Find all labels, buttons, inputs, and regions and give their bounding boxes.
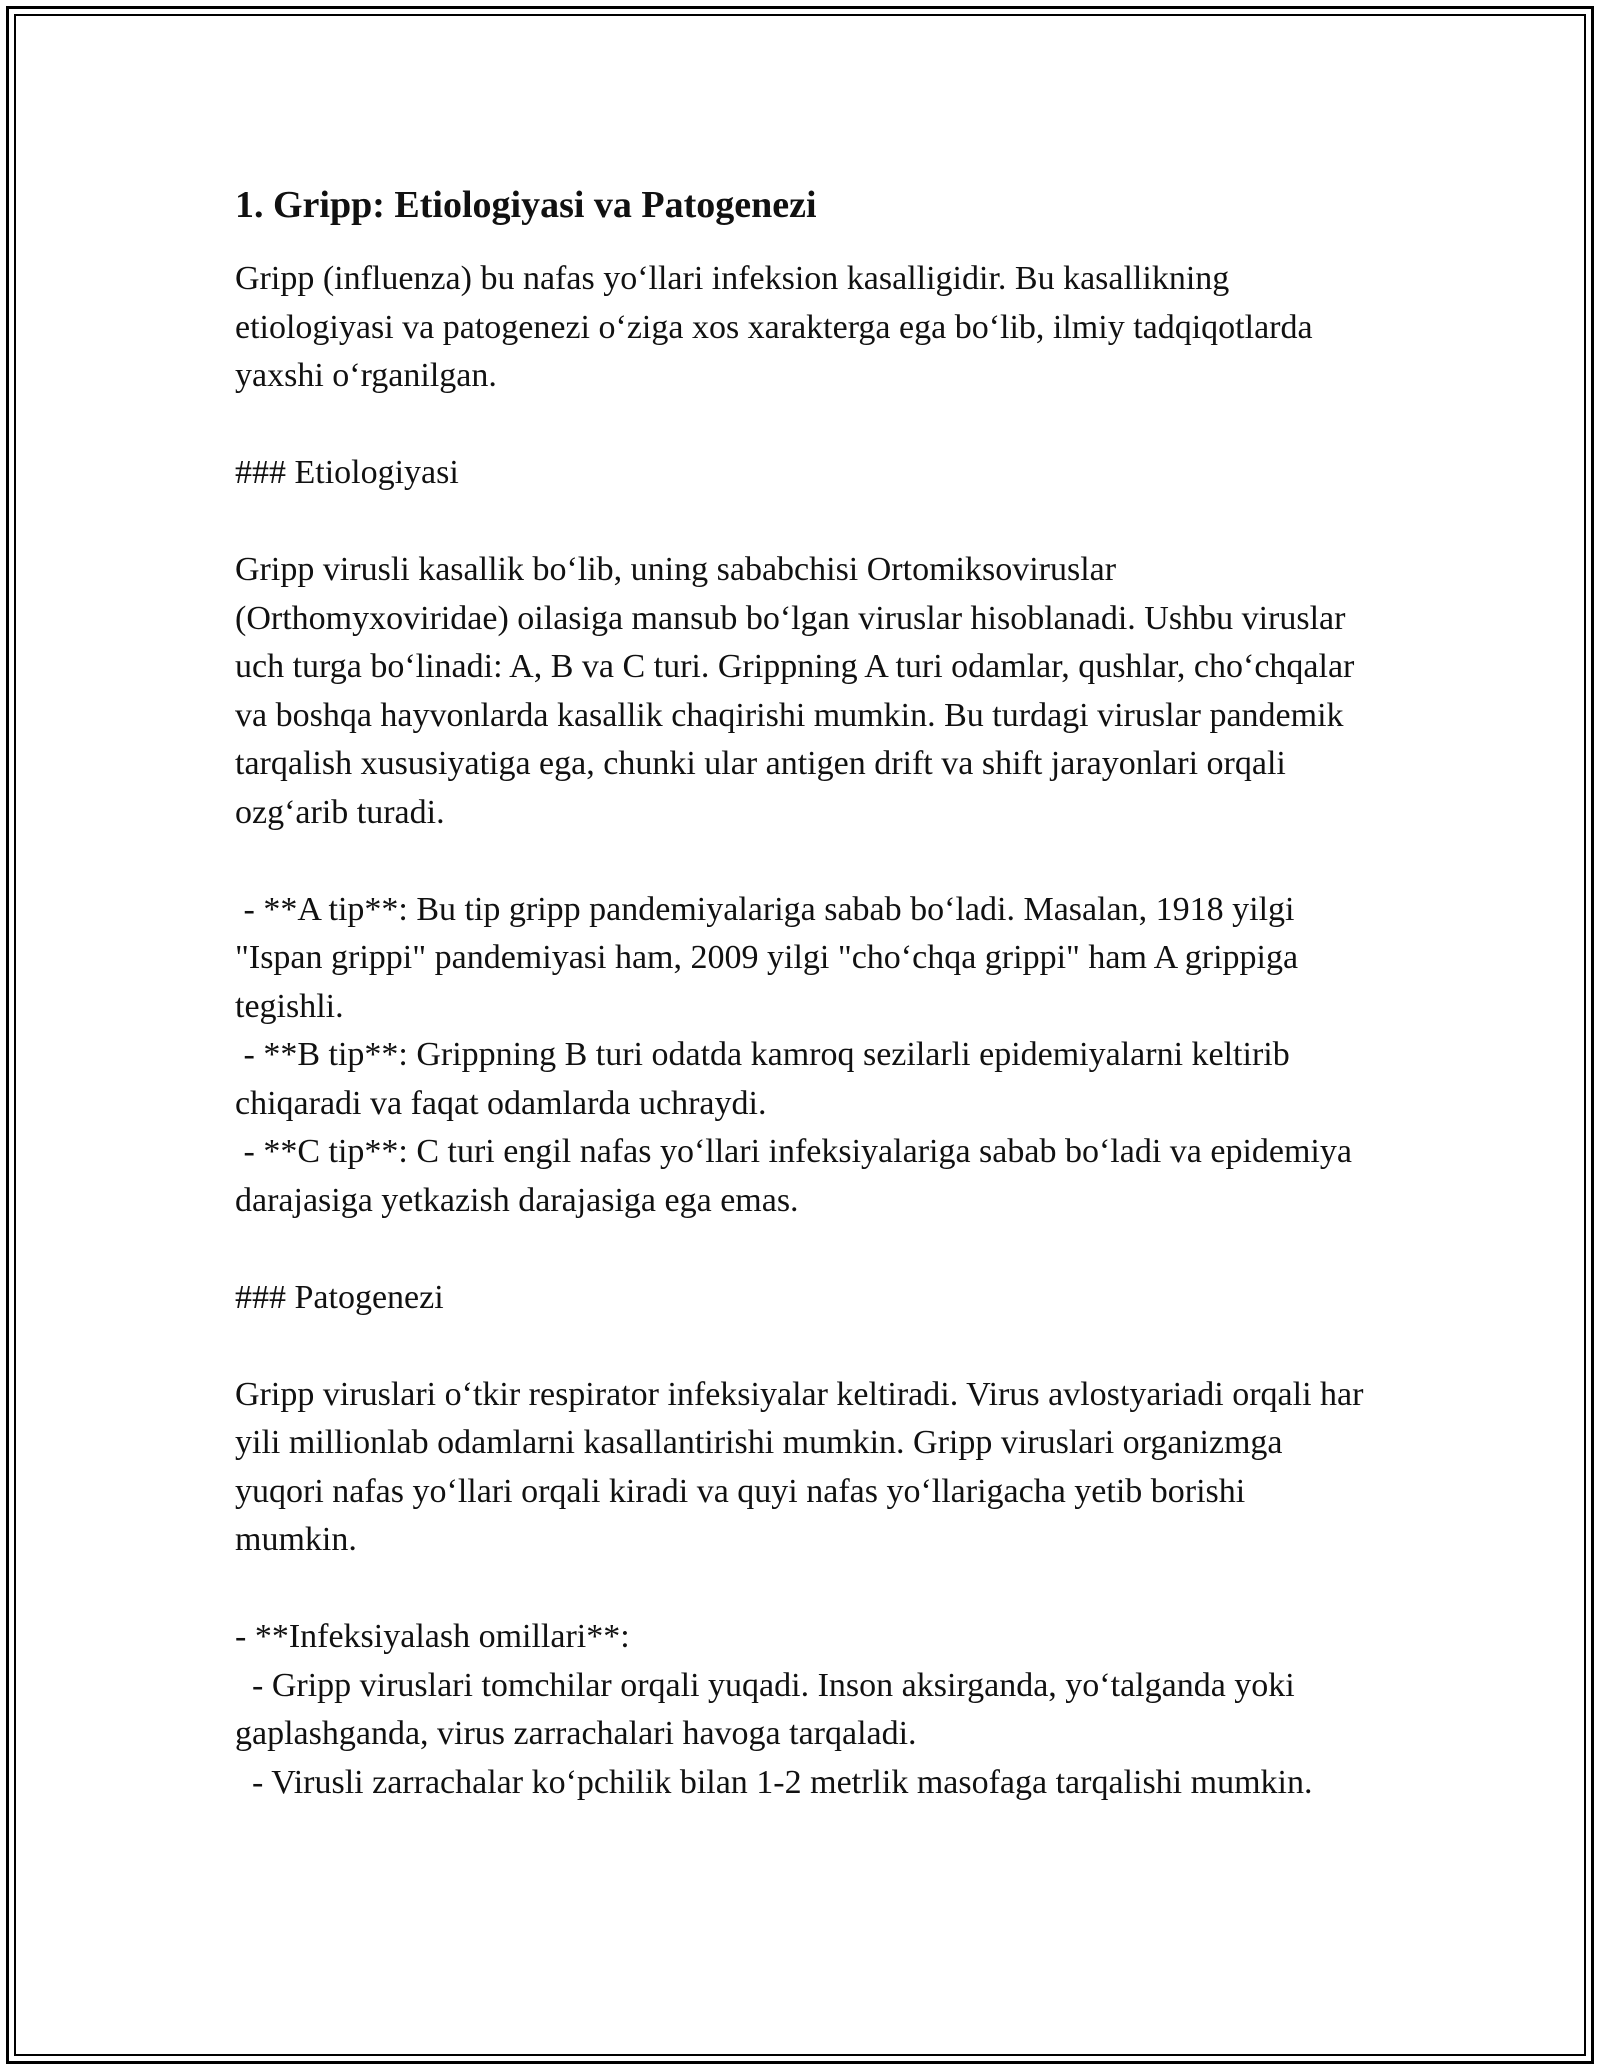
intro-paragraph: Gripp (influenza) bu nafas yo‘llari infeksion kasalligidir. Bu kasallikning etiologiyasi va patogenezi o‘ziga xos xarakterga ega bo‘lib, ilmiy tadqiqotlarda yaxshi o‘rganilgan.	[235, 260, 1322, 395]
spacer	[235, 1225, 1375, 1274]
etiology-paragraph: Gripp virusli kasallik bo‘lib, uning sababchisi Ortomiksoviruslar (Orthomyxoviridae) oilasiga mansub bo‘lgan viruslar hisoblanadi. Ushbu viruslar uch turga bo‘linadi: A, B va C turi. Grippning A turi odamlar, qushlar, cho‘chqalar va boshqa hayvonlarda kasallik chaqirishi mumkin. Bu turdagi viruslar pandemik tarqalish xususiyatiga ega, chunki ular antigen drift va shift jarayonlari orqali ozg‘arib turadi.	[235, 551, 1363, 831]
pathogenesis-heading: ### Patogenezi	[235, 1278, 444, 1316]
document-title: 1. Gripp: Etiologiyasi va Patogenezi	[235, 184, 817, 226]
type-c-item: - **C tip**: C turi engil nafas yo‘llari infeksiyalariga sabab bo‘ladi va epidemiya darajasiga yetkazish darajasiga ega emas.	[235, 1133, 1361, 1219]
spacer	[235, 498, 1375, 547]
document-body	[235, 180, 1375, 1807]
spacer	[235, 837, 1375, 886]
factor-item-1: - Gripp viruslari tomchilar orqali yuqadi. Inson aksirganda, yo‘talganda yoki gaplashganda, virus zarrachalari havoga tarqaladi.	[235, 1666, 1304, 1753]
pathogenesis-paragraph: Gripp viruslari o‘tkir respirator infeksiyalar keltiradi. Virus avlostyariadi orqali har yili millionlab odamlarni kasallantirishi mumkin. Gripp viruslari organizmga yuqori nafas yo‘llari orqali kiradi va quyi nafas yo‘llarigacha yetib borishi mumkin.	[235, 1375, 1372, 1559]
etiology-heading: ### Etiologiyasi	[235, 454, 459, 492]
factors-heading: - **Infeksiyalash omillari**:	[235, 1618, 630, 1656]
spacer	[235, 1565, 1375, 1614]
factor-item-2: - Virusli zarrachalar ko‘pchilik bilan 1-2 metrlik masofaga tarqalishi mumkin.	[235, 1763, 1313, 1801]
type-b-item: - **B tip**: Grippning B turi odatda kamroq sezilarli epidemiyalarni keltirib chiqaradi va faqat odamlarda uchraydi.	[235, 1036, 1299, 1122]
type-a-item: - **A tip**: Bu tip gripp pandemiyalariga sabab bo‘ladi. Masalan, 1918 yilgi "Ispan grippi" pandemiyasi ham, 2009 yilgi "cho‘chqa grippi" ham A grippiga tegishli.	[235, 890, 1307, 1025]
spacer	[235, 1322, 1375, 1371]
spacer	[235, 401, 1375, 450]
